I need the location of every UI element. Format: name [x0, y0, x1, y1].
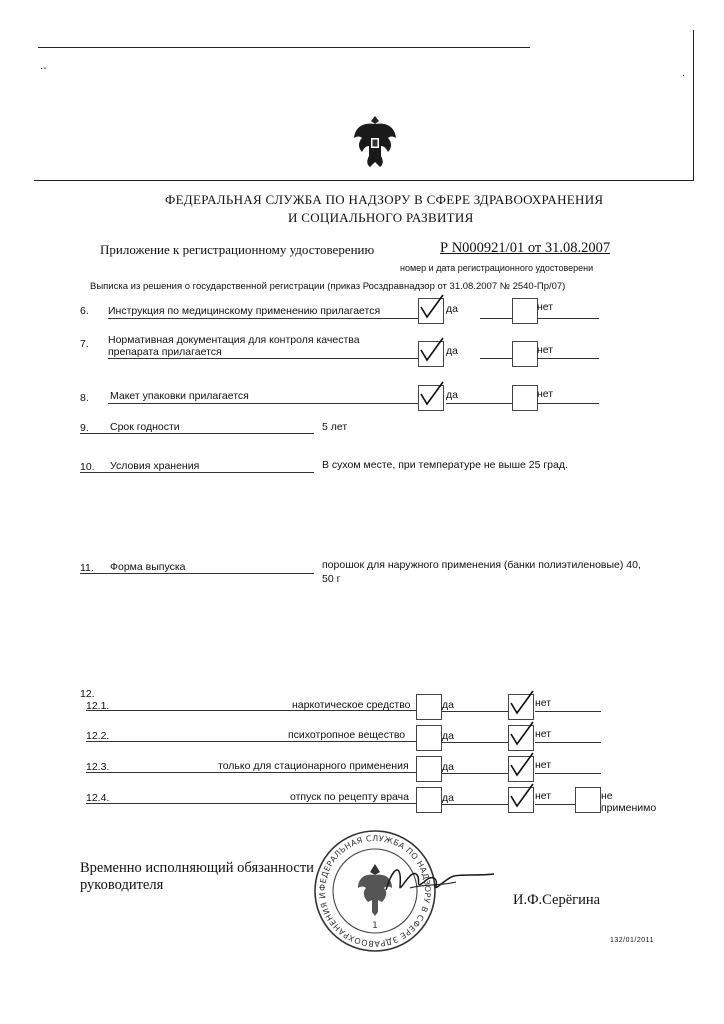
- item-12-3-yes-checkbox[interactable]: [416, 756, 442, 782]
- item-12-1-no-checkbox[interactable]: [508, 694, 534, 720]
- item-12-3-no-label: нет: [535, 759, 552, 771]
- item-12-4-underline: [86, 803, 416, 804]
- item-12-4-na-label-line2: применимо: [601, 802, 657, 814]
- item-11-underline: [80, 573, 314, 574]
- item-12-1-number: 12.1.: [86, 700, 110, 712]
- item-12-1-label: наркотическое средство: [292, 699, 411, 711]
- item-12-4-gap-line: [442, 804, 508, 805]
- signatory-name: И.Ф.Серёгина: [513, 892, 601, 908]
- item-8-no-line: [537, 403, 599, 404]
- agency-title-line2: И СОЦИАЛЬНОГО РАЗВИТИЯ: [288, 210, 474, 225]
- item-6-underline: [108, 318, 418, 319]
- signatory-title-line2: руководителя: [80, 877, 164, 893]
- item-7-no-label: нет: [537, 344, 554, 356]
- item-12-4-na-label-line1: не: [601, 790, 613, 802]
- item-12-4-yes-checkbox[interactable]: [416, 787, 442, 813]
- checkmark-icon: [417, 336, 447, 366]
- handwritten-signature: [380, 860, 500, 900]
- item-12-4-no-checkbox[interactable]: [508, 787, 534, 813]
- item-10-number: 10.: [80, 461, 95, 473]
- item-6-no-line: [537, 318, 599, 319]
- checkmark-icon: [507, 751, 537, 781]
- item-7-yes-checkbox[interactable]: [418, 341, 444, 367]
- item-12-4-not-applicable-checkbox[interactable]: [575, 787, 601, 813]
- item-7-gap-line: [480, 358, 512, 359]
- item-8-no-label: нет: [537, 388, 554, 400]
- item-6-number: 6.: [80, 305, 89, 317]
- item-12-2-yes-label: да: [442, 730, 454, 742]
- item-12-2-label: психотропное вещество: [288, 729, 406, 741]
- item-7-no-checkbox[interactable]: [512, 341, 538, 367]
- item-8-yes-checkbox[interactable]: [418, 385, 444, 411]
- item-8-yes-label: да: [446, 389, 458, 401]
- item-7-label-line2: препарата прилагается: [108, 346, 222, 358]
- item-6-yes-checkbox[interactable]: [418, 298, 444, 324]
- item-7-underline: [108, 358, 418, 359]
- item-6-yes-label: да: [446, 303, 458, 315]
- item-12-4-no-label: нет: [535, 790, 552, 802]
- item-6-gap-line: [480, 318, 512, 319]
- item-7-label-line1: Нормативная документация для контроля качества: [108, 334, 360, 346]
- item-8-no-checkbox[interactable]: [512, 385, 538, 411]
- checkmark-icon: [507, 689, 537, 719]
- agency-title-line1: ФЕДЕРАЛЬНАЯ СЛУЖБА ПО НАДЗОРУ В СФЕРЕ ЗДРАВООХРАНЕНИЯ: [165, 192, 604, 207]
- item-12-1-yes-checkbox[interactable]: [416, 694, 442, 720]
- item-12-3-number: 12.3.: [86, 761, 110, 773]
- item-7-yes-label: да: [446, 345, 458, 357]
- svg-text:ФЕДЕРАЛЬНАЯ СЛУЖБА ПО НАДЗОРУ: ФЕДЕРАЛЬНАЯ СЛУЖБА ПО НАДЗОРУ В СФЕРЕ ЗДРАВООХРАНЕНИЯ И: [317, 833, 433, 949]
- item-10-underline: [80, 472, 314, 473]
- item-11-value-line2: 50 г: [322, 573, 341, 585]
- scan-dot: ·: [682, 70, 686, 81]
- item-12-4-no-line: [535, 804, 575, 805]
- decision-line: Выписка из решения о государственной регистрации (приказ Росздравнадзор от 31.08.2007 № 2540-Пр/07): [90, 281, 566, 292]
- item-8-underline: [108, 403, 418, 404]
- item-12-3-yes-label: да: [442, 761, 454, 773]
- item-12-1-no-label: нет: [535, 697, 552, 709]
- item-12-2-gap-line: [442, 742, 508, 743]
- item-12-4-label: отпуск по рецепту врача: [290, 791, 409, 803]
- checkmark-icon: [417, 293, 447, 323]
- form-serial: 132/01/2011: [610, 937, 654, 944]
- item-12-2-no-checkbox[interactable]: [508, 725, 534, 751]
- item-12-3-gap-line: [442, 773, 508, 774]
- header-rule: [34, 180, 694, 181]
- item-7-number: 7.: [80, 338, 89, 350]
- item-12-2-underline: [86, 741, 416, 742]
- item-12-4-number: 12.4.: [86, 792, 110, 804]
- checkmark-icon: [507, 782, 537, 812]
- item-12-2-number: 12.2.: [86, 730, 110, 742]
- item-9-number: 9.: [80, 422, 89, 434]
- registration-caption: номер и дата регистрационного удостоверени: [400, 263, 594, 273]
- item-12-1-no-line: [535, 711, 601, 712]
- signatory-title-line1: Временно исполняющий обязанности: [80, 860, 314, 876]
- item-12-2-yes-checkbox[interactable]: [416, 725, 442, 751]
- item-9-value: 5 лет: [322, 421, 348, 433]
- top-rule: [38, 47, 530, 48]
- item-12-3-no-checkbox[interactable]: [508, 756, 534, 782]
- checkmark-icon: [417, 380, 447, 410]
- item-12-1-yes-label: да: [442, 699, 454, 711]
- item-9-label: Срок годности: [110, 421, 180, 433]
- item-8-gap-line: [446, 403, 512, 404]
- item-7-no-line: [537, 358, 599, 359]
- item-11-value-line1: порошок для наружного применения (банки полиэтиленовые) 40,: [322, 559, 641, 571]
- appendix-title: Приложение к регистрационному удостоверению: [100, 242, 375, 257]
- item-6-no-checkbox[interactable]: [512, 298, 538, 324]
- item-9-underline: [80, 433, 314, 434]
- right-edge-line: [693, 30, 694, 180]
- item-10-label: Условия хранения: [110, 460, 200, 472]
- item-6-label: Инструкция по медицинскому применению прилагается: [108, 305, 381, 317]
- registration-number: Р N000921/01 от 31.08.2007: [440, 240, 611, 256]
- item-12-3-underline: [86, 772, 416, 773]
- item-12-3-no-line: [535, 773, 601, 774]
- item-11-number: 11.: [80, 562, 94, 574]
- item-12-2-no-label: нет: [535, 728, 552, 740]
- scan-speck: ·-: [40, 63, 47, 74]
- item-12-2-no-line: [535, 742, 601, 743]
- svg-text:1: 1: [372, 921, 378, 931]
- item-12-number: 12.: [80, 688, 95, 700]
- item-8-number: 8.: [80, 392, 89, 404]
- item-11-label: Форма выпуска: [110, 561, 186, 573]
- item-12-4-yes-label: да: [442, 792, 454, 804]
- item-6-no-label: нет: [537, 301, 554, 313]
- item-12-3-label: только для стационарного применения: [218, 760, 409, 772]
- coat-of-arms-emblem: [352, 112, 398, 170]
- item-12-1-gap-line: [442, 711, 508, 712]
- checkmark-icon: [507, 720, 537, 750]
- item-8-label: Макет упаковки прилагается: [110, 390, 249, 402]
- item-10-value: В сухом месте, при температуре не выше 25 град.: [322, 459, 568, 471]
